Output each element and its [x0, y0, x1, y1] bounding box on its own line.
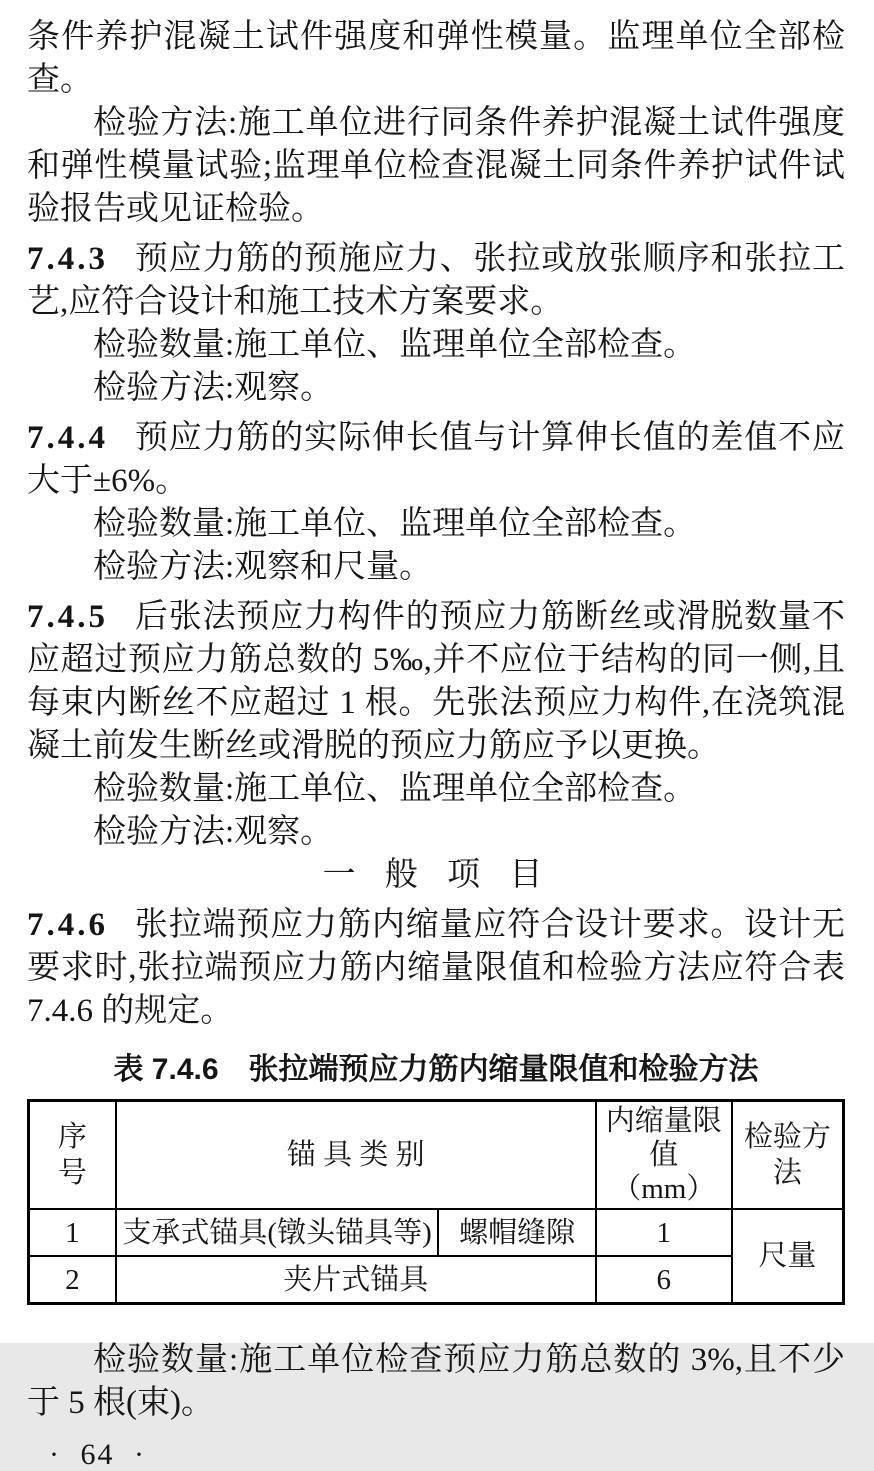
- table-header-draw-in-limit-line1: 内缩量限值: [605, 1105, 722, 1171]
- clause-number-7.4.5: 7.4.5: [27, 599, 108, 635]
- clause-text-7.4.6: 张拉端预应力筋内缩量应符合设计要求。设计无要求时,张拉端预应力筋内缩量限值和检验方法应符合表 7.4.6 的规定。: [27, 907, 845, 1029]
- paragraph-inspection-method-7.4.5: 检验方法:观察。: [93, 814, 334, 850]
- paragraph-inspection-quantity-7.4.3: 检验数量:施工单位、监理单位全部检查。: [93, 327, 697, 363]
- table-row-2: [29, 1256, 844, 1304]
- paragraph-inspection-quantity-7.4.5: 检验数量:施工单位、监理单位全部检查。: [93, 771, 697, 807]
- table-row-1: [29, 1209, 844, 1256]
- clause-7.4.3: [27, 238, 845, 324]
- paragraph-continuation: 条件养护混凝土试件强度和弹性模量。监理单位全部检查。: [27, 19, 845, 98]
- table-cell-seq-2: 2: [29, 1256, 116, 1304]
- page-number: · 64 ·: [49, 1438, 146, 1471]
- table-header-seq: 序 号: [29, 1101, 116, 1210]
- paragraph-inspection-method-7.4.3: 检验方法:观察。: [93, 370, 334, 406]
- table-header-anchor-category: 锚 具 类 别: [116, 1101, 596, 1210]
- table-cell-category-2: 夹片式锚具: [116, 1256, 596, 1304]
- table-header-row: [29, 1101, 844, 1210]
- table-header-draw-in-limit-unit: （mm）: [612, 1173, 716, 1205]
- clause-7.4.4: [27, 417, 845, 503]
- clause-7.4.5: [27, 596, 845, 768]
- clause-7.4.6: [27, 904, 845, 1033]
- paragraph-inspection-quantity-7.4.4: 检验数量:施工单位、监理单位全部检查。: [93, 506, 697, 542]
- paragraph-inspection-method-7.4.2: 检验方法:施工单位进行同条件养护混凝土试件强度和弹性模量试验;监理单位检查混凝土同条件养护试件试验报告或见证检验。: [27, 105, 845, 227]
- clause-number-7.4.6: 7.4.6: [27, 907, 108, 943]
- section-heading-general-items: 一 般 项 目: [322, 857, 550, 893]
- clause-text-7.4.5: 后张法预应力构件的预应力筋断丝或滑脱数量不应超过预应力筋总数的 5‰,并不应位于结构的同一侧,且每束内断丝不应超过 1 根。先张法预应力构件,在浇筑混凝土前发生断丝或滑脱的预应力筋应予以更换。: [27, 599, 845, 764]
- clause-text-7.4.3: 预应力筋的预施应力、张拉或放张顺序和张拉工艺,应符合设计和施工技术方案要求。: [27, 241, 845, 320]
- table-cell-seq-1: 1: [29, 1209, 116, 1256]
- table-header-draw-in-limit: [596, 1101, 732, 1210]
- clause-number-7.4.3: 7.4.3: [27, 241, 108, 277]
- table-caption-7.4.6: 表 7.4.6 张拉端预应力筋内缩量限值和检验方法: [113, 1053, 759, 1086]
- table-7.4.6: [27, 1099, 845, 1305]
- table-cell-limit-2: 6: [596, 1256, 732, 1304]
- paragraph-inspection-method-7.4.4: 检验方法:观察和尺量。: [93, 549, 433, 585]
- clause-text-7.4.4: 预应力筋的实际伸长值与计算伸长值的差值不应大于±6%。: [27, 420, 845, 499]
- table-header-inspection-method: 检验方法: [732, 1101, 844, 1210]
- table-cell-category-1: 支承式锚具(镦头锚具等): [116, 1209, 439, 1256]
- clause-number-7.4.4: 7.4.4: [27, 420, 108, 456]
- table-cell-note-1: 螺帽缝隙: [438, 1209, 595, 1256]
- table-cell-method: 尺量: [732, 1209, 844, 1304]
- table-cell-limit-1: 1: [596, 1209, 732, 1256]
- paragraph-inspection-quantity-7.4.6: 检验数量:施工单位检查预应力筋总数的 3%,且不少于 5 根(束)。: [27, 1342, 845, 1421]
